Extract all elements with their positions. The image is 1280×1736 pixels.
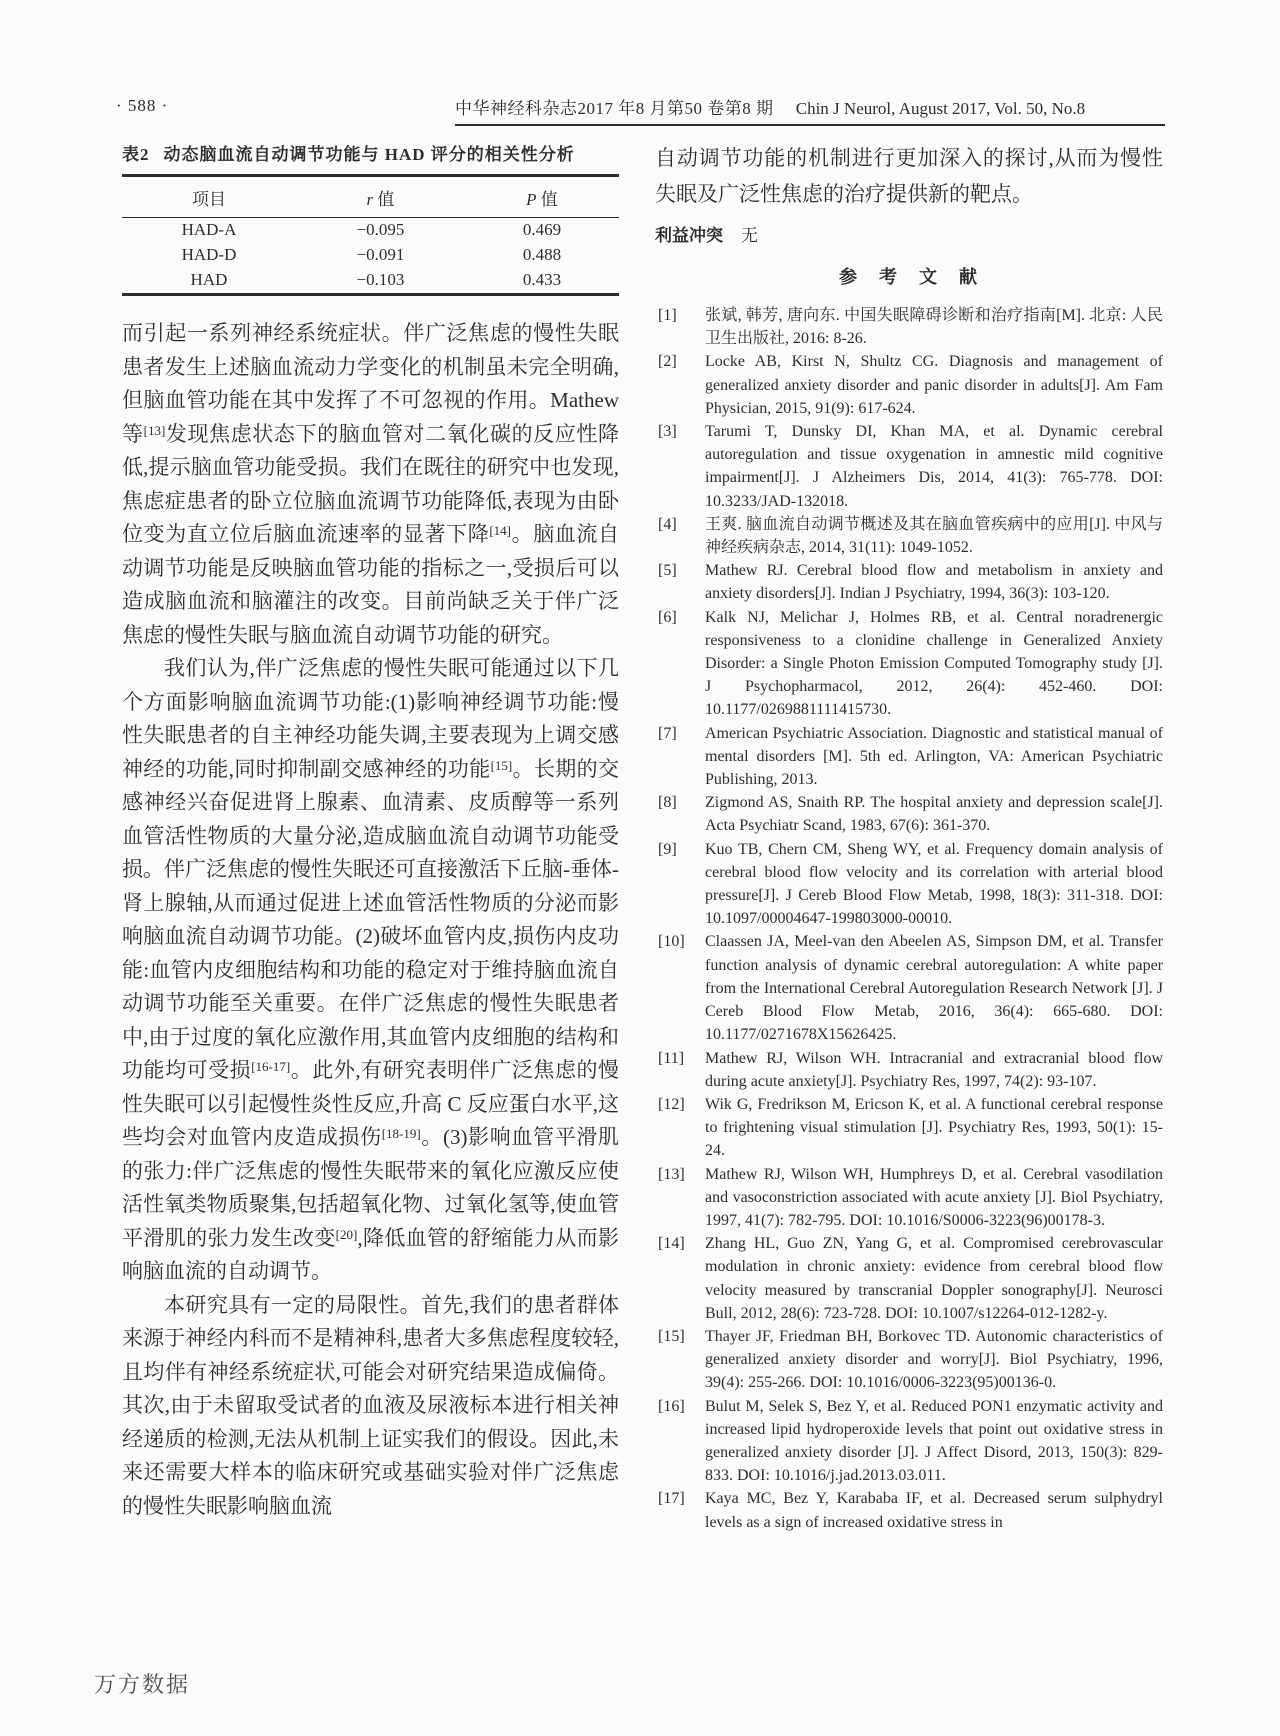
reference-text: Zigmond AS, Snaith RP. The hospital anxiety and depression scale[J]. Acta Psychiatr Scand, 1983, 67(6): 361-370. (705, 794, 1163, 835)
reference-number: [15] (658, 1327, 685, 1345)
table-row (122, 243, 619, 268)
reference-text: Tarumi T, Dunsky DI, Khan MA, et al. Dynamic cerebral autoregulation and tissue oxygenation in amnestic mild cognitive impairment[J]. J Alzheimers Dis, 2014, 41(3): 765-778. DOI: 10.3233/JAD-132018. (705, 423, 1163, 510)
reference-item (655, 1093, 1163, 1163)
table-cell: HAD-D (181, 245, 237, 264)
table-cell: 0.488 (522, 245, 562, 264)
right-column (655, 140, 1163, 1534)
table-cell: 0.469 (522, 220, 562, 239)
conflict-of-interest-line (655, 221, 1163, 246)
reference-item (655, 350, 1163, 420)
reference-number: [17] (658, 1490, 685, 1508)
reference-item (655, 304, 1163, 350)
reference-number: [6] (658, 608, 677, 626)
table-header-row (122, 176, 619, 218)
table-2-title: 动态脑血流自动调节功能与 HAD 评分的相关性分析 (163, 145, 575, 164)
reference-item (655, 930, 1163, 1046)
reference-number: [2] (658, 353, 677, 371)
reference-number: [4] (658, 515, 677, 533)
table-2-label: 表2 (122, 145, 150, 164)
left-column (122, 143, 619, 1523)
table-row (122, 268, 619, 295)
reference-item (655, 606, 1163, 722)
reference-number: [9] (658, 840, 677, 858)
citation-superscript: [18-19] (381, 1126, 421, 1141)
reference-text: Wik G, Fredrikson M, Ericson K, et al. A functional cerebral response to frightening visual stimulation [J]. Psychiatry Res, 1993, 50(1): 15-24. (705, 1095, 1163, 1160)
reference-text: Kuo TB, Chern CM, Sheng WY, et al. Frequency domain analysis of cerebral blood flow velocity and its correlation with arterial blood pressure[J]. J Cereb Blood Flow Metab, 1998, 18(3): 311-318. DOI: 10.1097/00004647-199803000-00010. (705, 840, 1163, 928)
reference-text: Mathew RJ, Wilson WH, Humphreys D, et al. Cerebral vasodilation and vasoconstriction associated with acute anxiety [J]. Biol Psychiatry, 1997, 41(7): 782-795. DOI: 10.1016/S0006-3223(96)00178-3. (705, 1165, 1163, 1229)
reference-number: [1] (658, 307, 677, 324)
reference-item (655, 1395, 1163, 1488)
column-header: r 值 (366, 190, 395, 209)
column-header: 项目 (191, 190, 226, 209)
reference-number: [11] (658, 1049, 685, 1067)
body-paragraph: 本研究具有一定的局限性。首先,我们的患者群体来源于神经内科而不是精神科,患者大多焦虑程度较轻,且均伴有神经系统症状,可能会对研究结果造成偏倚。其次,由于未留取受试者的血液及尿液标本进行相关神经递质的检测,无法从机制上证实我们的假设。因此,未来还需要大样本的临床研究或基础实验对伴广泛焦虑的慢性失眠影响脑血流 (122, 1292, 619, 1518)
reference-number: [16] (658, 1397, 685, 1415)
reference-text: Locke AB, Kirst N, Shultz CG. Diagnosis and management of generalized anxiety disorder and panic disorder in adults[J]. Am Fam Physician, 2015, 91(9): 617-624. (705, 353, 1163, 417)
citation-superscript: [13] (143, 422, 166, 438)
table-cell: 0.433 (522, 270, 562, 289)
journal-title-en: Chin J Neurol, August 2017, Vol. 50, No.8 (795, 99, 1086, 118)
reference-number: [3] (658, 423, 677, 441)
reference-text: 王爽. 脑血流自动调节概述及其在脑血管疾病中的应用[J]. 中风与神经疾病杂志, 2014, 31(11): 1049-1052. (705, 515, 1163, 557)
table-row (122, 218, 619, 244)
wanfang-watermark: 万方数据 (94, 1672, 191, 1697)
reference-item (655, 1163, 1163, 1233)
references-list (655, 304, 1163, 1534)
column-header: P 值 (526, 190, 558, 209)
discussion-text (122, 317, 619, 1523)
reference-text: Kalk NJ, Melichar J, Holmes RB, et al. Central noradrenergic responsiveness to a clonidine challenge in Generalized Anxiety Disorder: a Single Photon Emission Computed Tomography study [J]. J Psychopharmacol, 2012, 26(4): 452-460. DOI: 10.1177/0269881111415730. (705, 608, 1163, 719)
reference-number: [8] (658, 794, 677, 812)
table-cell: −0.103 (356, 270, 405, 289)
reference-item (655, 513, 1163, 559)
reference-text: Mathew RJ. Cerebral blood flow and metabolism in anxiety and anxiety disorders[J]. Indian J Psychiatry, 1994, 36(3): 103-120. (705, 562, 1163, 603)
conflict-label: 利益冲突 (655, 226, 723, 245)
citation-superscript: [14] (489, 523, 511, 538)
reference-text: Mathew RJ, Wilson WH. Intracranial and extracranial blood flow during acute anxiety[J]. Psychiatry Res, 1997, 74(2): 93-107. (705, 1049, 1163, 1090)
reference-item (655, 791, 1163, 837)
reference-text: Thayer JF, Friedman BH, Borkovec TD. Autonomic characteristics of generalized anxiety disorder and worry[J]. Biol Psychiatry, 1996, 39(4): 255-266. DOI: 10.1016/0006-3223(95)00136-0. (705, 1327, 1163, 1392)
reference-text: Bulut M, Selek S, Bez Y, et al. Reduced PON1 enzymatic activity and increased lipid hydroperoxide levels that point out oxidative stress in generalized anxiety disorder [J]. J Affect Disord, 2013, 150(3): 829-833. DOI: 10.1016/j.jad.2013.03.011. (705, 1397, 1163, 1485)
journal-title-cn: 中华神经科杂志2017 年8 月第50 卷第8 期 (455, 99, 774, 118)
reference-item (655, 420, 1163, 513)
reference-item (655, 1232, 1163, 1325)
reference-number: [14] (658, 1235, 685, 1253)
citation-superscript: [20] (335, 1226, 358, 1242)
reference-number: [13] (658, 1165, 685, 1183)
table-cell: −0.091 (356, 245, 405, 264)
running-head (0, 94, 1280, 124)
body-paragraph: 而引起一系列神经系统症状。伴广泛焦虑的慢性失眠患者发生上述脑血流动力学变化的机制虽未完全明确,但脑血管功能在其中发挥了不可忽视的作用。Mathew 等[13]发现焦虑状态下的脑血管对二氧化碳的反应性降低,提示脑血管功能受损。我们在既往的研究中也发现,焦虑症患者的卧立位脑血流调节功能降低,表现为由卧位变为直立位后脑血流速率的显著下降[14]。脑血流自动调节功能是反映脑血管功能的指标之一,受损后可以造成脑血流和脑灌注的改变。目前尚缺乏关于伴广泛焦虑的慢性失眠与脑血流自动调节功能的研究。 (122, 321, 620, 647)
reference-item (655, 1047, 1163, 1093)
citation-superscript: [15] (490, 757, 513, 773)
reference-item (655, 722, 1163, 792)
references-heading: 参 考 文 献 (839, 267, 979, 287)
reference-item (655, 1325, 1163, 1395)
body-paragraph: 自动调节功能的机制进行更加深入的探讨,从而为慢性失眠及广泛性焦虑的治疗提供新的靶点。 (655, 146, 1163, 206)
reference-item (655, 1487, 1163, 1533)
correlation-table (122, 174, 619, 296)
conflict-value: 无 (741, 226, 758, 245)
reference-number: [12] (658, 1095, 685, 1113)
reference-text: 张斌, 韩芳, 唐向东. 中国失眠障碍诊断和治疗指南[M]. 北京: 人民卫生出版社, 2016: 8-26. (705, 307, 1163, 348)
table-cell: −0.095 (356, 220, 405, 239)
reference-item (655, 559, 1163, 605)
lead-continuation (655, 140, 1163, 212)
reference-number: [10] (658, 933, 685, 951)
reference-text: Claassen JA, Meel-van den Abeelen AS, Simpson DM, et al. Transfer function analysis of dynamic cerebral autoregulation: A white paper from the International Cerebral Autoregulation Research Network [J]. J Cereb Blood Flow Metab, 2016, 36(4): 665-680. DOI: 10.1177/0271678X15626425. (705, 933, 1163, 1044)
reference-text: American Psychiatric Association. Diagnostic and statistical manual of mental disorders [M]. 5th ed. Arlington, VA: American Psychiatric Publishing, 2013. (705, 724, 1163, 789)
journal-header (455, 94, 1165, 126)
reference-text: Zhang HL, Guo ZN, Yang G, et al. Compromised cerebrovascular modulation in chronic anxiety: evidence from cerebral blood flow velocity measured by transcranial Doppler sonography[J]. Neurosci Bull, 2012, 28(6): 723-728. DOI: 10.1007/s12264-012-1282-y. (705, 1235, 1163, 1322)
body-paragraph: 我们认为,伴广泛焦虑的慢性失眠可能通过以下几个方面影响脑血流调节功能:(1)影响神经调节功能:慢性失眠患者的自主神经功能失调,主要表现为上调交感神经的功能,同时抑制副交感神经的功能[15]。长期的交感神经兴奋促进肾上腺素、血清素、皮质醇等一系列血管活性物质的大量分泌,造成脑血流自动调节功能受损。伴广泛焦虑的慢性失眠还可直接激活下丘脑-垂体-肾上腺轴,从而通过促进上述血管活性物质的分泌而影响脑血流自动调节功能。(2)破坏血管内皮,损伤内皮功能:血管内皮细胞结构和功能的稳定对于维持脑血流自动调节功能至关重要。在伴广泛焦虑的慢性失眠患者中,由于过度的氧化应激作用,其血管内皮细胞的结构和功能均可受损[16-17]。此外,有研究表明伴广泛焦虑的慢性失眠可以引起慢性炎性反应,升高 C 反应蛋白水平,这些均会对血管内皮造成损伤[18-19]。(3)影响血管平滑肌的张力:伴广泛焦虑的慢性失眠带来的氧化应激反应使活性氧类物质聚集,包括超氧化物、过氧化氢等,使血管平滑肌的张力发生改变[20],降低血管的舒缩能力从而影响脑血流的自动调节。 (122, 656, 620, 1283)
page-number: · 588 · (116, 96, 169, 115)
citation-superscript: [16-17] (251, 1059, 291, 1074)
table-2-caption (122, 143, 619, 167)
reference-text: Kaya MC, Bez Y, Karababa IF, et al. Decreased serum sulphydryl levels as a sign of increased oxidative stress in (705, 1490, 1163, 1531)
reference-number: [5] (658, 562, 677, 580)
reference-number: [7] (658, 724, 677, 742)
table-cell: HAD (190, 270, 228, 289)
reference-item (655, 838, 1163, 931)
table-cell: HAD-A (181, 220, 237, 239)
